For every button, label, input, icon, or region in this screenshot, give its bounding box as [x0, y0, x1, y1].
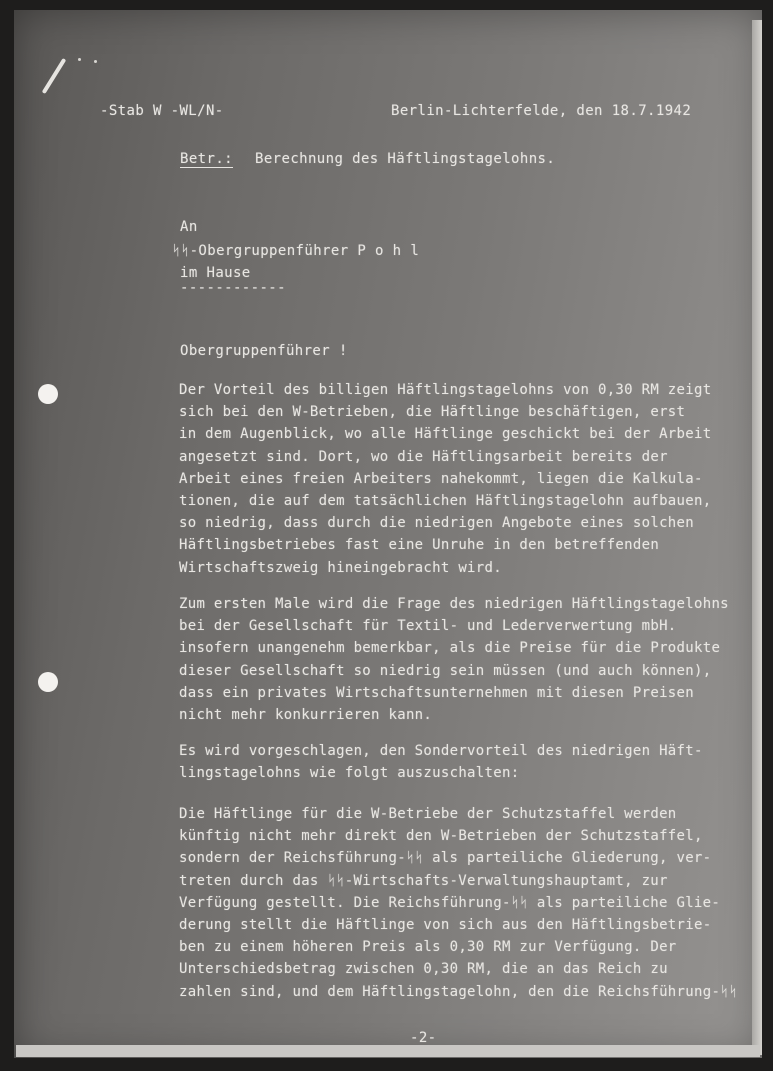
speck — [94, 60, 97, 63]
addressee-line-2: ᛋᛋ-Obergruppenführer P o h l — [172, 243, 420, 259]
addressee-line-3: im Hause — [180, 265, 251, 281]
paragraph-line: sondern der Reichsführung-ᛋᛋ als parteiliche Gliederung, ver- — [179, 850, 712, 867]
addressee-rule: ------------ — [180, 280, 286, 296]
paragraph-line: derung stellt die Häftlinge von sich aus den Häftlingsbetrie- — [179, 916, 712, 933]
paragraph-line: Arbeit eines freien Arbeiters nahekommt, liegen die Kalkula- — [179, 470, 703, 487]
paragraph-line: Zum ersten Male wird die Frage des niedrigen Häftlingstagelohns — [179, 596, 729, 612]
place-date: Berlin-Lichterfelde, den 18.7.1942 — [391, 103, 692, 119]
paragraph-line: Unterschiedsbetrag zwischen 0,30 RM, die an das Reich zu — [179, 961, 668, 978]
paragraph-line: bei der Gesellschaft für Textil- und Lederverwertung mbH. — [179, 618, 677, 635]
paragraph-line: sich bei den W-Betrieben, die Häftlinge beschäftigen, erst — [179, 404, 686, 421]
paper-edge-right — [752, 20, 762, 1055]
punch-hole-top — [38, 384, 58, 404]
paper-edge-bottom — [16, 1045, 760, 1057]
speck — [78, 58, 81, 61]
paragraph-line: Verfügung gestellt. Die Reichsführung-ᛋᛋ als parteiliche Glie- — [179, 894, 721, 911]
page-number: -2- — [410, 1030, 437, 1046]
punch-hole-bottom — [38, 672, 58, 692]
paragraph-3 — [179, 740, 703, 784]
paragraph-line: in dem Augenblick, wo alle Häftlinge geschickt bei der Arbeit — [179, 426, 712, 443]
paragraph-line: ben zu einem höheren Preis als 0,30 RM zur Verfügung. Der — [179, 939, 677, 956]
paragraph-line: nicht mehr konkurrieren kann. — [179, 706, 433, 723]
paragraph-line: Der Vorteil des billigen Häftlingstagelohns von 0,30 RM zeigt — [179, 382, 712, 398]
paragraph-4 — [179, 803, 738, 1003]
addressee-line-1: An — [180, 219, 198, 235]
paragraph-line: Die Häftlinge für die W-Betriebe der Schutzstaffel werden — [179, 806, 677, 822]
paragraph-line: so niedrig, dass durch die niedrigen Angebote eines solchen — [179, 515, 694, 532]
paragraph-line: zahlen sind, und dem Häftlingstagelohn, den die Reichsführung-ᛋᛋ — [179, 983, 738, 1000]
paragraph-line: dieser Gesellschaft so niedrig sein müssen (und auch können), — [179, 662, 712, 679]
paragraph-line: Wirtschaftszweig hineingebracht wird. — [179, 559, 502, 576]
paragraph-line: Häftlingsbetriebes fast eine Unruhe in den betreffenden — [179, 537, 660, 554]
paragraph-1 — [179, 379, 711, 579]
subject-text: Berechnung des Häftlingstagelohns. — [255, 151, 556, 167]
paragraph-line: insofern unangenehm bemerkbar, als die Preise für die Produkte — [179, 640, 721, 657]
paragraph-line: Es wird vorgeschlagen, den Sondervorteil des niedrigen Häft- — [179, 743, 703, 759]
paragraph-line: treten durch das ᛋᛋ-Wirtschafts-Verwaltungshauptamt, zur — [179, 872, 668, 889]
reference-code: -Stab W -WL/N- — [100, 103, 224, 119]
subject-label: Betr.: — [180, 151, 233, 167]
paragraph-2 — [179, 593, 729, 726]
paragraph-line: angesetzt sind. Dort, wo die Häftlingsarbeit bereits der — [179, 448, 668, 465]
paragraph-line: tionen, die auf dem tatsächlichen Häftlingstagelohn aufbauen, — [179, 492, 712, 509]
paragraph-line: künftig nicht mehr direkt den W-Betrieben der Schutzstaffel, — [179, 828, 703, 845]
paragraph-line: lingstagelohns wie folgt auszuschalten: — [179, 765, 520, 782]
paragraph-line: dass ein privates Wirtschaftsunternehmen mit diesen Preisen — [179, 684, 694, 701]
salutation: Obergruppenführer ! — [180, 343, 348, 359]
